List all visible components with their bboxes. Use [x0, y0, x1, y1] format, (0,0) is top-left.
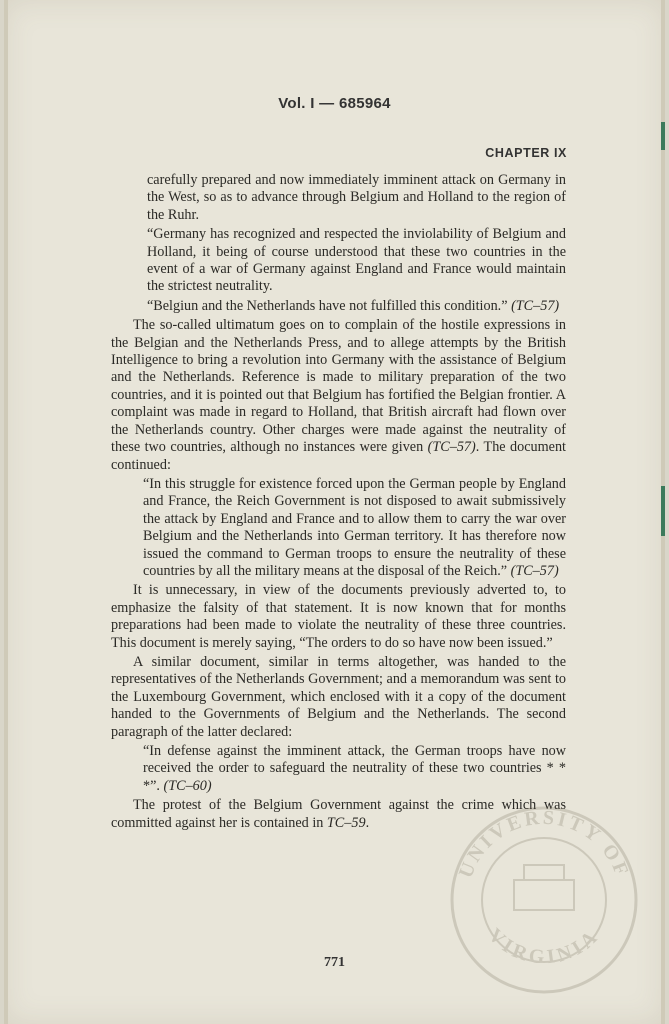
- page-edge-left: [4, 0, 8, 1024]
- paragraph: carefully prepared and now immediately imminent attack on Germany in the West, so as to advance through Belgium and Holland to the region of the Ruhr.: [147, 172, 566, 223]
- paragraph: A similar document, similar in terms altogether, was handed to the representatives of the Netherlands Government; and a memorandum was sent to the Luxembourg Government, which enclosed with it a copy of the document handed to the Governments of Belgium and the Netherlands. The second paragraph of the latter declared:: [111, 653, 566, 740]
- page-number: 771: [324, 955, 345, 970]
- binding-tab: [661, 486, 665, 536]
- document-reference: (TC–60): [163, 777, 212, 794]
- svg-text:UNIVERSITY OF: UNIVERSITY OF: [454, 806, 634, 882]
- paragraph: “Germany has recognized and respected the inviolability of Belgium and Holland, it being of course understood that these two countries in the event of a war of Germany against England and France would maintain the strictest neutrality.: [147, 226, 566, 295]
- paragraph: The so-called ultimatum goes on to complain of the hostile expressions in the Belgian and the Netherlands Press, and to allege attempts by the British Intelligence to bring a revolution into Germany with the assistance of Belgium and the Netherlands. Reference is made to military preparation of the two countries, and it is pointed out that Belgium has fortified the Belgian frontier. A complaint was made in regard to Holland, that British aircraft had flown over the Netherlands country. Other charges were made against the neutrality of these two countries, although no instances were given (TC–57). The document continued:: [111, 317, 566, 473]
- binding-tab: [661, 122, 665, 150]
- document-reference: (TC–57): [511, 297, 560, 314]
- body-text: [111, 172, 566, 832]
- document-reference: (TC–57): [510, 562, 559, 579]
- svg-text:VIRGINIA: VIRGINIA: [483, 924, 605, 969]
- document-reference: (TC–57): [427, 439, 476, 456]
- paragraph: “Belgiun and the Netherlands have not fulfilled this condition.” (TC–57): [147, 297, 560, 314]
- paragraph: It is unnecessary, in view of the documents previously adverted to, to emphasize the falsity of that statement. It is now known that for months preparations had been made to violate the neutrality of these three countries. This document is merely saying, “The orders to do so have now been issued.”: [111, 582, 566, 651]
- document-reference: TC–59: [326, 814, 366, 831]
- block-quote: “In this struggle for existence forced upon the German people by England and France, the Reich Government is not disposed to await submissively the attack by England and France and to allow them to carry the war over Belgium and the Netherlands into German territory. It has therefore now issued the command to German troops to ensure the neutrality of these countries by all the military means at the disposal of the Reich.” (TC–57): [143, 475, 566, 579]
- document-page: [4, 0, 665, 1024]
- volume-header: Vol. I — 685964: [278, 95, 391, 112]
- block-quote: “In defense against the imminent attack, the German troops have now received the order to safeguard the neutrality of these two countries * * *”. (TC–60): [143, 743, 566, 794]
- paragraph: The protest of the Belgium Government against the crime which was committed against her is contained in TC–59.: [111, 797, 566, 831]
- chapter-heading: CHAPTER IX: [485, 146, 567, 160]
